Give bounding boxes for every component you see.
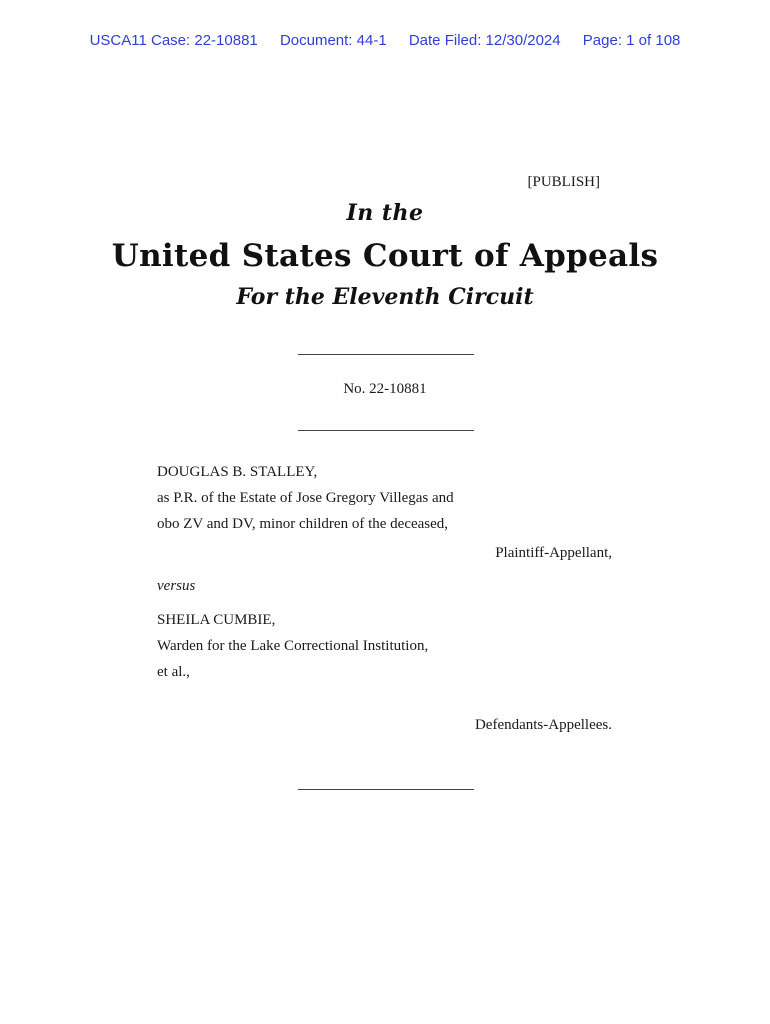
divider-rule — [298, 354, 474, 355]
plaintiff-capacity-line: obo ZV and DV, minor children of the deceased, — [157, 516, 449, 532]
stamp-document: Document: 44-1 — [279, 32, 387, 49]
plaintiff-block — [157, 459, 454, 537]
court-circuit: For the Eleventh Circuit — [236, 284, 534, 310]
defendant-role: Defendants-Appellees. — [474, 717, 612, 733]
plaintiff-name: DOUGLAS B. STALLEY, — [157, 464, 318, 480]
plaintiff-role: Plaintiff-Appellant, — [495, 545, 612, 561]
divider-rule — [298, 789, 474, 790]
versus-label: versus — [157, 578, 196, 594]
court-prefix: In the — [346, 200, 424, 226]
filing-stamp — [0, 32, 770, 49]
stamp-date-filed: Date Filed: 12/30/2024 — [408, 32, 561, 49]
court-name: United States Court of Appeals — [111, 238, 659, 274]
publish-label: [PUBLISH] — [527, 174, 600, 190]
defendant-block — [157, 607, 428, 685]
defendant-title-line: Warden for the Lake Correctional Institution, — [157, 638, 429, 654]
divider-rule — [298, 430, 474, 431]
defendant-title-line: et al., — [157, 664, 190, 680]
case-number: No. 22-10881 — [343, 381, 427, 397]
stamp-page: Page: 1 of 108 — [582, 32, 681, 49]
plaintiff-capacity-line: as P.R. of the Estate of Jose Gregory Villegas and — [157, 490, 454, 506]
stamp-case: USCA11 Case: 22-10881 — [89, 32, 258, 49]
defendant-name: SHEILA CUMBIE, — [157, 612, 276, 628]
